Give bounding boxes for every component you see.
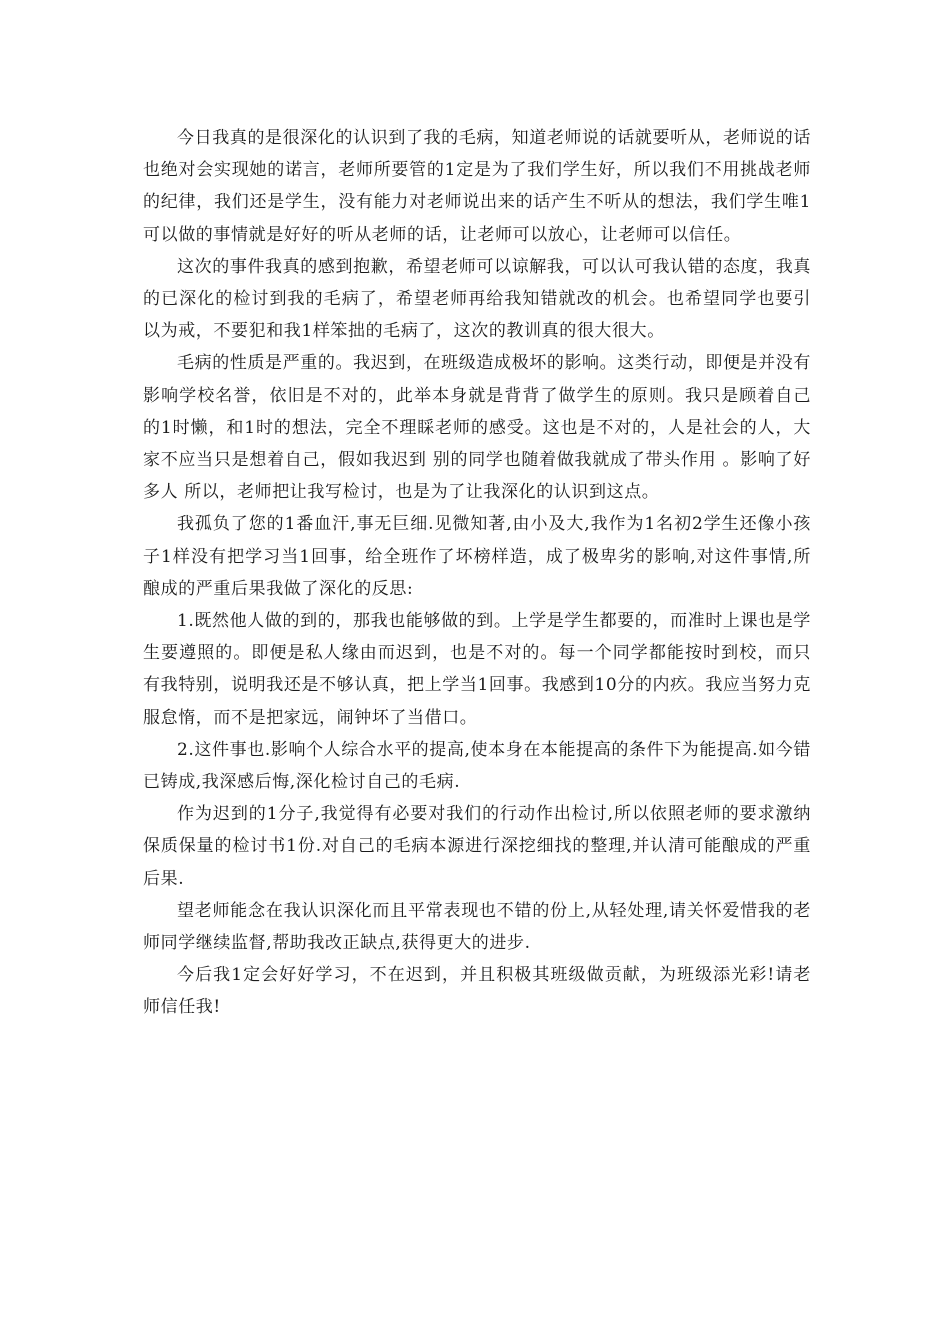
paragraph-7: 作为迟到的1分子,我觉得有必要对我们的行动作出检讨,所以依照老师的要求激纳保质保量的检讨书1份.对自己的毛病本源进行深挖细找的整理,并认清可能酿成的严重后果. [143,804,811,889]
paragraph-5: 1.既然他人做的到的，那我也能够做的到。上学是学生都要的，而准时上课也是学生要遵照的。即便是私人缘由而迟到，也是不对的。每一个同学都能按时到校，而只有我特别，说明我还是不够认真，把上学当1回事。我感到10分的内疚。我应当努力克服怠惰，而不是把家远，闹钟坏了当借口。 [143,611,811,728]
document-body [143,122,811,1024]
paragraph-8: 望老师能念在我认识深化而且平常表现也不错的份上,从轻处理,请关怀爱惜我的老师同学继续监督,帮助我改正缺点,获得更大的进步. [143,900,811,954]
paragraph-2: 这次的事件我真的感到抱歉，希望老师可以谅解我，可以认可我认错的态度，我真的已深化的检讨到我的毛病了，希望老师再给我知错就改的机会。也希望同学也要引以为戒，不要犯和我1样笨拙的毛病了，这次的教训真的很大很大。 [143,256,811,342]
paragraph-3: 毛病的性质是严重的。我迟到，在班级造成极坏的影响。这类行动，即便是并没有影响学校名誉，依旧是不对的，此举本身就是背背了做学生的原则。我只是顾着自己的1时懒，和1时的想法，完全不理睬老师的感受。这也是不对的，人是社会的人，大家不应当只是想着自己，假如我迟到 别的同学也随着做我就成了带头作用 。影响了好多人 所以，老师把让我写检讨，也是为了让我深化的认识到这点。 [143,353,811,503]
paragraph-4: 我孤负了您的1番血汗,事无巨细.见微知著,由小及大,我作为1名初2学生还像小孩子1样没有把学习当1回事，给全班作了坏榜样造，成了极卑劣的影响,对这件事情,所酿成的严重后果我做了深化的反思: [143,514,811,599]
paragraph-1: 今日我真的是很深化的认识到了我的毛病，知道老师说的话就要听从，老师说的话也绝对会实现她的诺言，老师所要管的1定是为了我们学生好，所以我们不用挑战老师的纪律，我们还是学生，没有能力对老师说出来的话产生不听从的想法，我们学生唯1可以做的事情就是好好的听从老师的话，让老师可以放心，让老师可以信任。 [143,128,811,245]
paragraph-6: 2.这件事也.影响个人综合水平的提高,使本身在本能提高的条件下为能提高.如今错已铸成,我深感后悔,深化检讨自己的毛病. [143,739,811,793]
paragraph-9: 今后我1定会好好学习，不在迟到，并且积极其班级做贡献，为班级添光彩!请老师信任我! [143,965,811,1018]
